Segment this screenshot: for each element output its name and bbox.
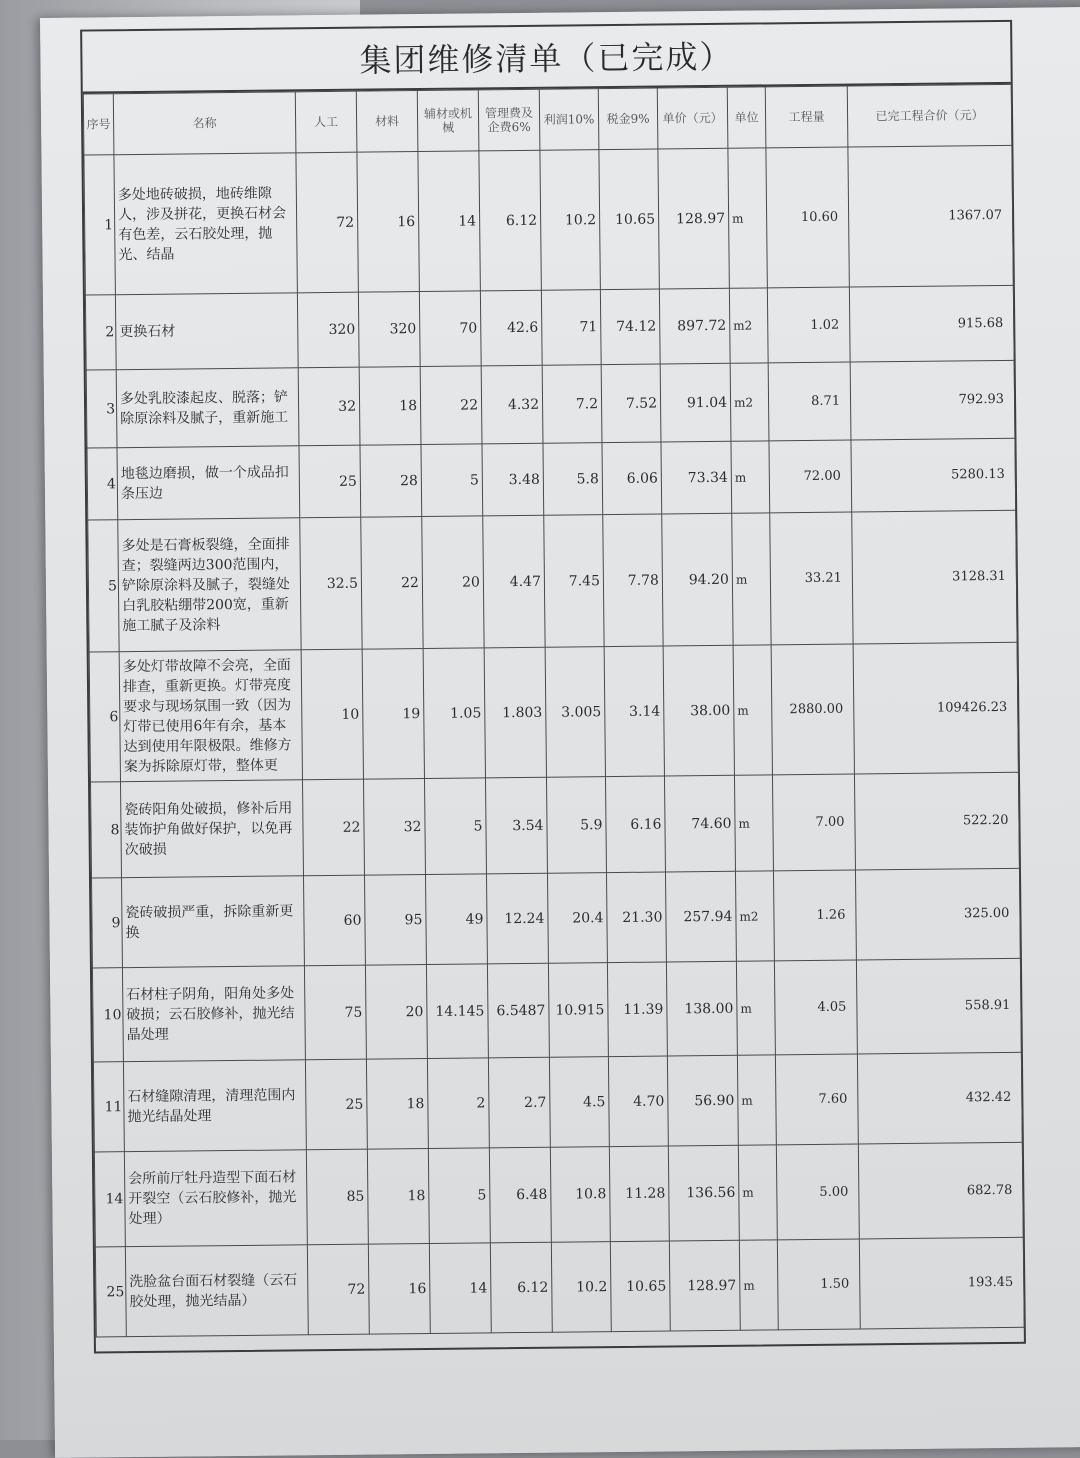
cell-unit: m2 (729, 288, 768, 363)
cell-profit: 71 (541, 290, 601, 366)
cell-seq: 8 (91, 782, 122, 878)
cell-seq: 14 (94, 1152, 125, 1247)
cell-mgmt: 6.12 (479, 150, 541, 291)
table-row (91, 772, 1020, 878)
cell-aux: 5 (428, 1148, 490, 1244)
item-description: 石材缝隙清理，清理范围内抛光结晶处理 (127, 1086, 296, 1125)
cell-material: 32 (363, 779, 425, 876)
cell-price: 91.04 (660, 363, 731, 442)
item-description: 多处地砖破损，地砖维隙人，涉及拼花，更换石材会有色差，云石胶处理，抛光、结晶 (117, 185, 287, 263)
cell-unit: m (739, 1240, 778, 1330)
table-row (92, 868, 1021, 968)
cell-aux: 22 (420, 366, 482, 445)
repair-list-table (83, 84, 1025, 1338)
item-description: 多处乳胶漆起皮、脱落；铲除原涂料及腻子，重新施工 (119, 388, 289, 427)
cell-total: 558.91 (856, 958, 1021, 1054)
cell-name (122, 876, 305, 968)
cell-profit: 7.45 (544, 515, 604, 648)
cell-aux: 70 (419, 291, 481, 367)
cell-seq: 4 (87, 448, 118, 520)
cell-tax: 6.16 (605, 776, 665, 873)
cell-price: 257.94 (665, 871, 736, 962)
cell-seq: 1 (84, 155, 115, 295)
table-row (85, 285, 1014, 370)
cell-mgmt: 4.47 (483, 515, 545, 648)
cell-material: 20 (365, 965, 427, 1060)
cell-total: 193.45 (859, 1237, 1024, 1329)
cell-tax: 10.65 (610, 1241, 670, 1332)
cell-quantity: 7.60 (775, 1054, 858, 1145)
cell-mgmt: 1.803 (484, 647, 546, 778)
cell-material: 18 (366, 1059, 428, 1150)
cell-mgmt: 2.7 (488, 1057, 550, 1148)
cell-mgmt: 4.32 (481, 365, 543, 444)
table-row (87, 438, 1016, 520)
header-labor: 人工 (295, 91, 357, 153)
cell-profit: 5.8 (543, 443, 603, 516)
cell-tax: 6.06 (602, 442, 662, 515)
cell-quantity: 8.71 (768, 362, 851, 441)
header-tax: 税金9% (598, 88, 658, 150)
item-description: 多处灯带故障不会亮，全面排查，重新更换。灯带亮度要求与现场氛围一致（因为灯带已使用6年有余，基本达到使用年限极限。维修方案为拆除原灯带，整体更 (122, 656, 292, 775)
table-body (84, 145, 1024, 1337)
item-description: 多处是石膏板裂缝，全面排查；裂缝两边300范围内，铲除原涂料及腻子，裂缝处白乳胶粘绷带200宽，重新施工腻子及涂料 (121, 535, 291, 634)
cell-total: 432.42 (857, 1052, 1022, 1144)
cell-labor: 72 (307, 1244, 369, 1335)
cell-aux: 2 (427, 1058, 489, 1149)
header-unit-price: 单价（元） (657, 87, 728, 149)
cell-aux: 5 (421, 444, 483, 517)
cell-unit: m (734, 775, 773, 871)
cell-unit: m (737, 1055, 776, 1145)
cell-seq: 9 (92, 878, 123, 968)
cell-quantity: 33.21 (770, 512, 853, 645)
cell-quantity: 1.02 (767, 287, 850, 363)
cell-total: 792.93 (850, 360, 1015, 440)
cell-unit: m2 (730, 363, 769, 441)
cell-material: 18 (367, 1148, 429, 1244)
document-title: 集团维修清单（已完成） (82, 22, 1011, 94)
cell-labor: 25 (305, 1059, 367, 1150)
cell-tax: 11.39 (607, 962, 667, 1057)
cell-labor: 32.5 (300, 517, 362, 650)
cell-labor: 85 (306, 1149, 368, 1245)
table-row (84, 145, 1013, 295)
cell-total: 109426.23 (853, 642, 1018, 774)
cell-seq: 10 (92, 968, 123, 1062)
cell-name (118, 518, 301, 652)
cell-mgmt: 42.6 (480, 290, 542, 366)
cell-quantity: 5.00 (776, 1144, 859, 1240)
cell-tax: 3.14 (604, 646, 664, 777)
cell-quantity: 4.05 (774, 960, 857, 1055)
cell-unit: m (738, 1145, 777, 1240)
cell-mgmt: 6.5487 (487, 963, 549, 1058)
item-description: 更换石材 (119, 323, 176, 341)
cell-tax: 21.30 (606, 872, 666, 963)
document-sheet (40, 7, 1080, 1458)
cell-total: 5280.13 (851, 438, 1016, 512)
table-row (92, 958, 1021, 1062)
header-unit: 单位 (727, 87, 766, 148)
cell-total: 325.00 (855, 868, 1020, 960)
cell-quantity: 10.60 (766, 147, 849, 288)
cell-seq: 3 (86, 370, 117, 448)
cell-seq: 25 (95, 1247, 126, 1337)
header-row (83, 84, 1012, 155)
cell-unit: m (731, 441, 770, 513)
cell-quantity: 72.00 (769, 440, 852, 513)
table-row (88, 510, 1017, 652)
item-description: 洗脸盆台面石材裂缝（云石胶处理，抛光结晶） (129, 1271, 298, 1310)
cell-price: 56.90 (667, 1055, 738, 1146)
cell-name (114, 153, 297, 295)
cell-price: 897.72 (659, 288, 730, 364)
cell-labor: 75 (304, 965, 366, 1060)
cell-total: 915.68 (849, 285, 1014, 362)
table-row (86, 360, 1015, 448)
cell-unit: m (733, 645, 772, 775)
table-row (94, 1142, 1023, 1247)
cell-tax: 4.70 (608, 1056, 668, 1147)
cell-aux: 14 (429, 1243, 491, 1334)
header-profit: 利润10% (539, 89, 599, 151)
cell-price: 128.97 (658, 148, 729, 289)
cell-seq: 11 (93, 1062, 124, 1152)
cell-labor: 10 (301, 649, 363, 780)
cell-name (117, 446, 300, 520)
cell-material: 16 (368, 1243, 430, 1334)
cell-material: 28 (360, 445, 422, 518)
cell-name (125, 1245, 308, 1337)
cell-aux: 5 (424, 778, 486, 875)
cell-material: 95 (364, 875, 426, 966)
cell-unit: m (732, 513, 771, 645)
cell-mgmt: 6.48 (489, 1147, 551, 1243)
cell-profit: 20.4 (547, 873, 607, 964)
cell-name (116, 368, 299, 448)
header-aux-machine: 辅材或机械 (417, 90, 479, 152)
cell-tax: 7.52 (601, 364, 661, 443)
cell-aux: 14 (418, 151, 480, 292)
cell-profit: 10.2 (551, 1242, 611, 1333)
cell-material: 18 (359, 367, 421, 446)
cell-labor: 320 (297, 292, 359, 368)
cell-labor: 22 (302, 779, 364, 876)
cell-name (122, 966, 305, 1062)
cell-aux: 20 (422, 516, 484, 649)
cell-quantity: 7.00 (772, 774, 855, 871)
cell-name (119, 650, 302, 782)
cell-profit: 7.2 (542, 365, 602, 444)
cell-total: 3128.31 (852, 510, 1017, 644)
cell-seq: 5 (88, 520, 119, 652)
cell-mgmt: 6.12 (490, 1242, 552, 1333)
table-row (93, 1052, 1022, 1152)
cell-mgmt: 3.54 (485, 777, 547, 874)
header-total: 已完工程合价（元） (847, 84, 1012, 147)
cell-total: 522.20 (854, 772, 1019, 870)
cell-unit: m (736, 961, 775, 1055)
cell-total: 1367.07 (848, 145, 1013, 287)
cell-labor: 25 (299, 445, 361, 518)
cell-labor: 72 (296, 152, 358, 293)
cell-total: 682.78 (858, 1142, 1023, 1239)
cell-labor: 60 (303, 875, 365, 966)
cell-price: 138.00 (666, 961, 737, 1056)
cell-tax: 7.78 (603, 514, 663, 647)
item-description: 地毯边磨损，做一个成品扣条压边 (120, 463, 289, 502)
header-mgmt-fee: 管理费及企费6% (478, 89, 540, 151)
cell-unit: m2 (735, 871, 774, 961)
cell-name (123, 1060, 306, 1152)
cell-profit: 5.9 (546, 777, 606, 874)
cell-aux: 1.05 (423, 648, 485, 779)
cell-profit: 4.5 (549, 1057, 609, 1148)
cell-price: 128.97 (669, 1240, 740, 1331)
cell-price: 94.20 (662, 513, 733, 646)
item-description: 瓷砖破损严重，拆除重新更换 (125, 902, 294, 941)
cell-aux: 14.145 (426, 964, 488, 1059)
header-material: 材料 (356, 91, 418, 153)
cell-material: 19 (362, 649, 424, 780)
item-description: 会所前厅牡丹造型下面石材开裂空（云石胶修补，抛光处理） (128, 1169, 297, 1228)
cell-price: 38.00 (663, 645, 734, 776)
header-name: 名称 (113, 92, 296, 155)
cell-name (121, 780, 304, 878)
cell-quantity: 1.26 (773, 870, 856, 961)
cell-name (124, 1150, 307, 1247)
cell-unit: m (728, 148, 767, 288)
cell-seq: 2 (85, 295, 116, 370)
item-description: 石材柱子阴角，阳角处多处破损；云石胶修补，抛光结晶处理 (126, 984, 295, 1043)
cell-quantity: 2880.00 (771, 644, 854, 775)
cell-profit: 10.915 (548, 963, 608, 1058)
cell-aux: 49 (425, 874, 487, 965)
cell-tax: 74.12 (600, 289, 660, 365)
table-row (89, 642, 1018, 782)
cell-tax: 11.28 (609, 1146, 669, 1242)
cell-profit: 3.005 (545, 647, 605, 778)
cell-material: 16 (357, 152, 419, 293)
table-frame (80, 20, 1026, 1354)
header-quantity: 工程量 (765, 86, 848, 148)
cell-profit: 10.2 (540, 150, 600, 291)
table-row (95, 1237, 1024, 1337)
header-seq: 序号 (83, 94, 114, 155)
cell-price: 73.34 (661, 441, 732, 514)
cell-material: 22 (361, 517, 423, 650)
cell-material: 320 (358, 292, 420, 368)
cell-tax: 10.65 (599, 149, 659, 290)
cell-quantity: 1.50 (777, 1239, 860, 1330)
cell-name (115, 293, 298, 370)
cell-mgmt: 3.48 (482, 443, 544, 516)
cell-price: 136.56 (668, 1145, 739, 1241)
cell-seq: 6 (89, 652, 120, 782)
cell-profit: 10.8 (550, 1147, 610, 1243)
item-description: 瓷砖阳角处破损，修补后用装饰护角做好保护，以免再次破损 (124, 799, 293, 858)
cell-price: 74.60 (664, 775, 735, 872)
cell-mgmt: 12.24 (486, 873, 548, 964)
cell-labor: 32 (298, 367, 360, 446)
